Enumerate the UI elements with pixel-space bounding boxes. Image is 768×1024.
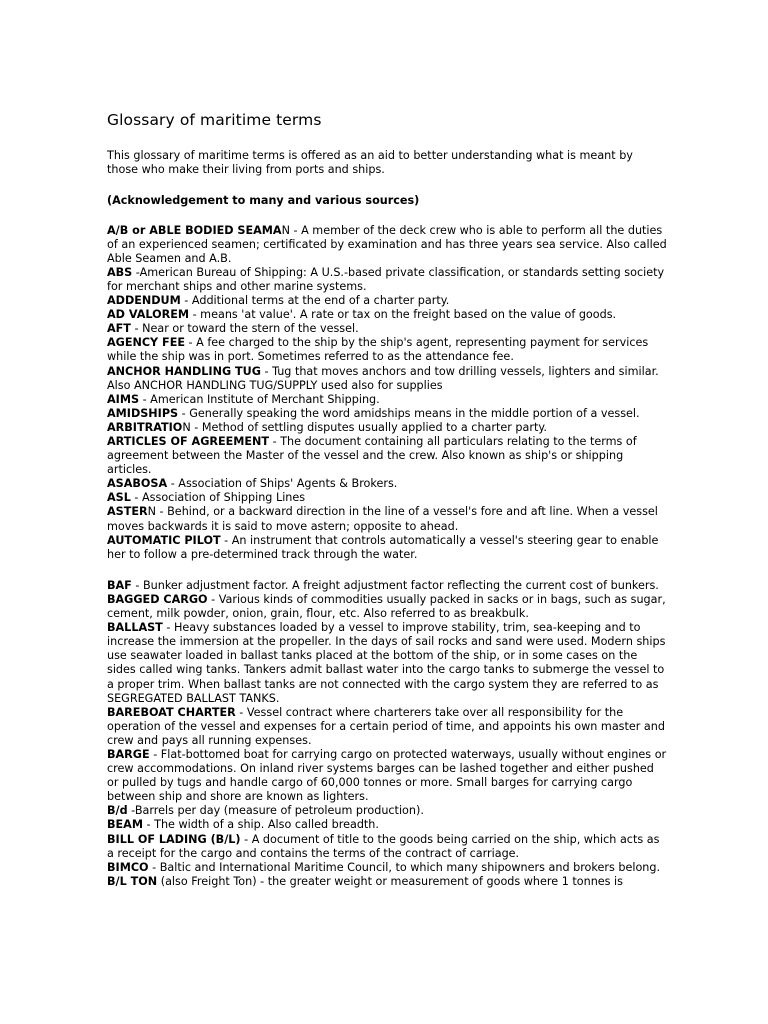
glossary-entry — [107, 294, 667, 308]
glossary-entry — [107, 491, 667, 505]
glossary-definition: - Heavy substances loaded by a vessel to improve stability, trim, sea-keeping and to increase the immersion at the propeller. In the days of sail rocks and sand were used. Modern ships use seawater loaded in ballast tanks placed at the bottom of the ship, or in some cases on the sides called wing tanks. Tankers admit ballast water into the cargo tanks to submerge the vessel to a proper trim. When ballast tanks are not connected with the cargo system they are referred to as SEGREGATED BALLAST TANKS. — [107, 621, 666, 705]
document-page — [107, 110, 667, 889]
glossary-term: AIMS — [107, 392, 140, 406]
acknowledgement: (Acknowledgement to many and various sources) — [107, 193, 420, 207]
glossary-definition: - Additional terms at the end of a charter party. — [180, 294, 450, 308]
glossary-term: BILL OF LADING (B/L) — [107, 832, 241, 846]
glossary-entry — [107, 833, 667, 861]
glossary-term: ASTER — [107, 505, 148, 519]
glossary-entry — [107, 365, 667, 393]
glossary-term: BIMCO — [107, 860, 149, 874]
glossary-definition: - means 'at value'. A rate or tax on the freight based on the value of goods. — [189, 308, 617, 322]
glossary-entry — [107, 706, 667, 748]
glossary-entry — [107, 224, 667, 266]
glossary-definition: -American Bureau of Shipping: A U.S.-based private classification, or standards setting society for merchant ships and other marine systems. — [107, 265, 665, 293]
glossary-entry — [107, 336, 667, 364]
glossary-term: ARBITRATIO — [107, 420, 183, 434]
glossary-term: BAGGED CARGO — [107, 592, 208, 606]
glossary-term: AMIDSHIPS — [107, 406, 179, 420]
glossary-entry — [107, 818, 667, 832]
glossary-definition: - Flat-bottomed boat for carrying cargo on protected waterways, usually without engines or crew accommodations. On inland river systems barges can be lashed together and either pushed or pulled by tugs and handle cargo of 60,000 tonnes or more. Small barges for carrying cargo between ship and shore are known as lighters. — [107, 747, 667, 804]
glossary-term: BAREBOAT CHARTER — [107, 705, 236, 719]
glossary-term: ANCHOR HANDLING TUG — [107, 364, 261, 378]
glossary-definition: - Association of Shipping Lines — [130, 491, 306, 505]
glossary-term: BALLAST — [107, 621, 163, 635]
glossary-term-tail: N — [281, 223, 290, 237]
glossary-definition: (also Freight Ton) - the greater weight or measurement of goods where 1 tonnes is — [157, 874, 623, 888]
glossary-definition: - An instrument that controls automatically a vessel's steering gear to enable her to follow a pre-determined track through the water. — [107, 533, 659, 561]
glossary-term: ARTICLES OF AGREEMENT — [107, 435, 270, 448]
glossary-term: AFT — [107, 322, 131, 336]
glossary-entry — [107, 407, 667, 421]
glossary-term: ABS — [107, 265, 133, 279]
glossary-entry — [107, 421, 667, 435]
glossary-definition: - American Institute of Merchant Shipping. — [139, 392, 380, 406]
glossary-entry — [107, 593, 667, 621]
glossary-definition: - Method of settling disputes usually applied to a charter party. — [190, 420, 547, 434]
glossary-definition: - Association of Ships' Agents & Brokers. — [167, 477, 398, 491]
glossary-entry — [107, 477, 667, 491]
glossary-entry — [107, 579, 667, 593]
glossary-definition: - A fee charged to the ship by the ship's agent, representing payment for services while the ship was in port. Sometimes referred to as the attendance fee. — [107, 336, 649, 364]
glossary-definition: - Vessel contract where charterers take over all responsibility for the operation of the vessel and expenses for a certain period of time, and appoints his own master and crew and pays all running expenses. — [107, 705, 665, 747]
glossary-definition: - Bunker adjustment factor. A freight adjustment factor reflecting the current cost of bunkers. — [131, 578, 659, 592]
glossary-definition: - The document containing all particulars relating to the terms of agreement between the Master of the vessel and the crew. Also known as ship's or shipping articles. — [107, 435, 637, 477]
glossary-entry — [107, 748, 667, 804]
glossary-definition: - The width of a ship. Also called breadth. — [142, 818, 379, 832]
glossary-term: BARGE — [107, 747, 150, 761]
glossary-definition: - Generally speaking the word amidships means in the middle portion of a vessel. — [178, 406, 640, 420]
glossary-definition: - A document of title to the goods being carried on the ship, which acts as a receipt for the cargo and contains the terms of the contract of carriage. — [107, 832, 660, 860]
glossary-definition: - A member of the deck crew who is able to perform all the duties of an experienced seamen; certificated by examination and has three years sea service. Also called Able Seamen and A.B. — [107, 223, 667, 265]
glossary-term-tail: N — [182, 420, 191, 434]
glossary-section — [107, 224, 667, 562]
glossary-term: B/L TON — [107, 874, 158, 888]
glossary-term: ASABOSA — [107, 477, 168, 491]
intro-paragraph: This glossary of maritime terms is offered as an aid to better understanding what is meant by those who make their living from ports and ships. — [107, 149, 633, 176]
glossary-definition: -Barrels per day (measure of petroleum production). — [127, 804, 424, 818]
glossary-entry — [107, 435, 667, 477]
glossary-term: AGENCY FEE — [107, 336, 185, 350]
glossary-entry — [107, 393, 667, 407]
glossary-term: B/d — [107, 804, 128, 818]
glossary-entry — [107, 534, 667, 562]
glossary-term: AD VALOREM — [107, 308, 190, 322]
document-title: Glossary of maritime terms — [107, 111, 322, 129]
glossary-term: BEAM — [107, 818, 143, 832]
glossary-entry — [107, 505, 667, 533]
glossary-entry — [107, 322, 667, 336]
glossary-entry — [107, 621, 667, 706]
glossary-term: AUTOMATIC PILOT — [107, 533, 221, 547]
glossary-entry — [107, 861, 667, 875]
glossary-definition: - Near or toward the stern of the vessel. — [130, 322, 359, 336]
glossary-definition: - Tug that moves anchors and tow drilling vessels, lighters and similar. Also ANCHOR HANDLING TUG/SUPPLY used also for supplies — [107, 364, 659, 392]
glossary-definition: - Baltic and International Maritime Council, to which many shipowners and brokers belong. — [148, 860, 661, 874]
glossary-term: ASL — [107, 491, 131, 505]
glossary-term: ADDENDUM — [107, 294, 181, 308]
glossary-term-tail: N — [147, 505, 156, 519]
glossary-entry — [107, 875, 667, 889]
glossary-term: A/B or ABLE BODIED SEAMA — [107, 223, 282, 237]
glossary-definition: - Various kinds of commodities usually packed in sacks or in bags, such as sugar, cement, milk powder, onion, grain, flour, etc. Also referred to as breakbulk. — [107, 592, 666, 621]
glossary-definition: - Behind, or a backward direction in the line of a vessel's fore and aft line. When a vessel moves backwards it is said to move astern; opposite to ahead. — [107, 505, 658, 533]
glossary-entry — [107, 266, 667, 294]
glossary-list — [107, 224, 667, 889]
glossary-section — [107, 579, 667, 889]
glossary-term: BAF — [107, 578, 132, 592]
glossary-entry — [107, 308, 667, 322]
glossary-entry — [107, 804, 667, 818]
